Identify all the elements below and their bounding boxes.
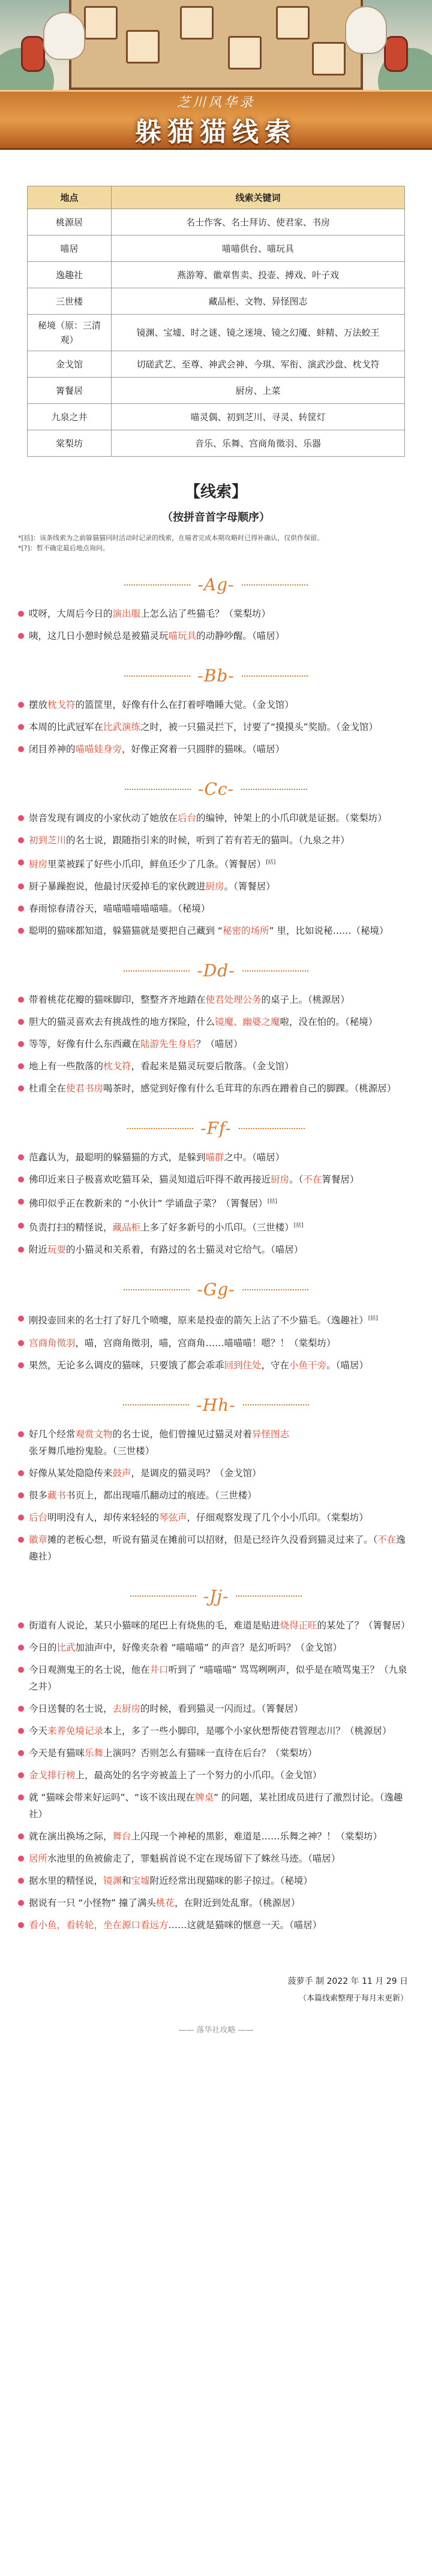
clue-highlight: 厨房 — [29, 859, 48, 870]
clue-item — [18, 1723, 414, 1739]
lantern-illustration — [384, 36, 408, 72]
clue-highlight: 金戈排行榜 — [29, 1769, 76, 1781]
table-row — [28, 378, 405, 404]
clue-text: 杜甫全在 — [29, 1083, 67, 1094]
table-row — [28, 315, 405, 351]
clue-text: ，喵，宫商角徵羽，喵，宫商角……喵喵喵！嗯？！（棠梨坊） — [75, 1337, 336, 1349]
table-row — [28, 288, 405, 315]
bullet-dot-icon — [18, 1922, 24, 1928]
clue-text: 的桌子上。（桃源居） — [261, 994, 350, 1006]
clue-text: 据水里的精怪说， — [29, 1875, 104, 1886]
clue-text: 。（箐餐居） — [224, 881, 275, 892]
clue-item — [18, 832, 414, 849]
clue-text: 据说有一只 “小怪物” 撞了满头 — [29, 1897, 156, 1908]
clue-highlight: 回到住处 — [224, 1359, 262, 1371]
clue-item — [18, 1872, 414, 1889]
clue-highlight: 观赏文物 — [75, 1428, 113, 1440]
clue-text: 今日的 — [29, 1642, 57, 1653]
bullet-dot-icon — [18, 1667, 24, 1673]
clue-text: 水池里的鱼被偷走了，罪魁祸首说不定在现场留下了蛛丝马迹。（喵居） — [47, 1853, 341, 1864]
clue-text: 今天是有猫咪 — [29, 1747, 85, 1758]
clue-item — [18, 1531, 414, 1565]
clue-highlight: 枕戈符 — [47, 699, 76, 710]
clue-item — [18, 1426, 414, 1459]
bullet-dot-icon — [18, 837, 24, 843]
clue-highlight: 井口 — [149, 1664, 169, 1675]
clue-highlight: 镜魔、幽婆之魔 — [215, 1016, 280, 1028]
clue-highlight: 使君处理公务 — [205, 994, 262, 1006]
clue-highlight: 陆游先生身后 — [140, 1039, 197, 1050]
clue-text: 喝茶时，感觉到好像有什么毛茸茸的东西在蹭着自己的脚踝。（桃源居） — [103, 1083, 397, 1094]
table-row — [28, 209, 405, 236]
bullet-dot-icon — [18, 611, 24, 617]
lantern-illustration — [21, 36, 45, 72]
clue-highlight: 看小鱼，看转轮，坐在源口看远方 — [29, 1919, 169, 1931]
clue-item — [18, 1617, 414, 1634]
clue-item — [18, 1357, 414, 1374]
bullet-dot-icon — [18, 702, 24, 708]
clue-item — [18, 1487, 414, 1504]
dotted-divider — [242, 584, 308, 586]
clue-footnote-mark: [括] — [266, 859, 276, 865]
clue-item — [18, 719, 414, 735]
bullet-dot-icon — [18, 1362, 24, 1368]
letter-label: -Ag- — [197, 575, 235, 595]
bullet-dot-icon — [18, 746, 24, 752]
clue-item — [18, 878, 414, 895]
clue-highlight: 不在 — [377, 1534, 397, 1545]
clue-text: ，在附近到处乱窜。（桃源居） — [174, 1897, 301, 1908]
clue-item — [18, 628, 414, 644]
clue-item — [18, 810, 414, 827]
clue-text: 范鑫认为，最聪明的躲猫猫的方式，是躲到 — [29, 1152, 206, 1163]
clue-item — [18, 1171, 414, 1188]
clue-text: 好几个经常 — [29, 1428, 76, 1440]
table-row — [28, 351, 405, 378]
clue-groups — [0, 575, 432, 1933]
clue-text: ” 里，比如说秘……（秘境） — [269, 925, 389, 937]
clue-text: 的篮筐里，好像有什么在打着呼噜睡大觉。（金戈馆） — [75, 699, 294, 710]
clue-item — [18, 1013, 414, 1030]
clue-item — [18, 1509, 414, 1526]
clue-item — [18, 1058, 414, 1075]
clue-highlight: 比武 — [56, 1642, 76, 1653]
table-row — [28, 430, 405, 457]
clue-highlight: 宝墟 — [131, 1875, 150, 1886]
clue-highlight: 后台 — [29, 1512, 48, 1523]
clue-text: 街道有人说论，某只小猫咪的尾巴上有烧焦的毛，难道是贴进 — [29, 1619, 280, 1631]
clue-highlight: 喵群 — [205, 1152, 224, 1163]
clue-item — [18, 1745, 414, 1761]
table-cell-keywords: 音乐、乐舞、宫商角徵羽、乐器 — [112, 430, 405, 457]
letter-heading — [18, 961, 414, 981]
letter-heading — [18, 1586, 414, 1606]
clue-text: 地上有一些散落的 — [29, 1061, 104, 1072]
clue-text: 和 — [122, 1875, 131, 1886]
clue-highlight: 厨房 — [271, 1174, 290, 1186]
clue-highlight: 藏书 — [47, 1489, 67, 1501]
table-cell-location: 箐餐居 — [28, 378, 112, 404]
letter-label: -Jj- — [203, 1586, 229, 1606]
location-table-wrap — [0, 150, 432, 457]
clue-text: 上闪现一个神秘的黑影，难道是……乐舞之神？！（棠梨坊） — [131, 1830, 383, 1842]
bullet-dot-icon — [18, 1645, 24, 1651]
clue-text: 。（ — [289, 1174, 304, 1186]
clue-item — [18, 1310, 414, 1329]
bullet-dot-icon — [18, 1085, 24, 1091]
clue-item — [18, 1895, 414, 1911]
note-line: *[括]：该条线索为之前躲猫猫同时活动时记录的线索，在喵者完成本期攻略时已得补确认，仅供作保留。 — [18, 534, 324, 542]
clue-text: 啦，没在怕的。（秘境） — [280, 1016, 378, 1028]
bullet-dot-icon — [18, 859, 24, 865]
bullet-dot-icon — [18, 815, 24, 821]
table-cell-keywords: 喵灵偶、初到芝川、寻灵、转筐灯 — [112, 404, 405, 430]
footer-note: （本篇线索整理于每月末更新） — [298, 1993, 408, 2003]
bullet-dot-icon — [18, 1199, 24, 1205]
clue-item — [18, 1036, 414, 1052]
clue-highlight: 后台 — [178, 813, 197, 824]
clue-item — [18, 991, 414, 1008]
table-cell-location: 棠梨坊 — [28, 430, 112, 457]
clue-highlight: 使君书房 — [66, 1083, 104, 1094]
clue-item — [18, 900, 414, 917]
bullet-dot-icon — [18, 1706, 24, 1712]
clue-highlight: 厨房 — [205, 881, 224, 892]
clue-text: 很多 — [29, 1489, 48, 1501]
bullet-dot-icon — [18, 1041, 24, 1047]
clue-text: 今天 — [29, 1725, 48, 1736]
dotted-divider — [243, 1404, 309, 1405]
clue-text: 的时候，看到猫灵一闪而过。（箐餐居） — [140, 1703, 304, 1714]
letter-label: -Hh- — [196, 1395, 236, 1415]
letter-heading — [18, 1395, 414, 1415]
clue-text: 果然，无论多么调皮的猫咪，只要饿了都会乖乖 — [29, 1359, 224, 1371]
clue-highlight: 舞台 — [112, 1830, 131, 1842]
shelf-cell — [276, 6, 310, 40]
clue-text: 的名士说，他们曾撞见过猫灵对着 — [112, 1428, 253, 1440]
clue-highlight: 鼓声 — [112, 1467, 131, 1479]
clue-text: 胆大的猫灵喜欢去有挑战性的地方探险，什么 — [29, 1016, 215, 1028]
clue-text: 哎呀，大周后今日的 — [29, 608, 113, 619]
clue-text: 的某处了？（箐餐居） — [317, 1619, 410, 1631]
clue-item — [18, 1700, 414, 1717]
dotted-divider — [123, 1404, 189, 1405]
dotted-divider — [124, 584, 190, 586]
clue-highlight: 藏品柜 — [112, 1222, 141, 1233]
clue-highlight: 演出服 — [112, 608, 141, 619]
clue-item — [18, 1193, 414, 1212]
clue-text: 就 “猫咪会带来好运吗”、“该不该出现在 — [29, 1791, 196, 1803]
clue-highlight: 比武演练 — [103, 722, 141, 732]
clues-heading: 【线索】 — [184, 483, 247, 501]
bullet-dot-icon — [18, 1794, 24, 1800]
bullet-dot-icon — [18, 1223, 24, 1229]
letter-heading — [18, 666, 414, 686]
bullet-dot-icon — [18, 633, 24, 639]
footer-signature: 菠萝手 制 2022 年 11 月 29 日 — [287, 1976, 408, 1986]
clue-text: 明明没有人，却传来轻轻的 — [47, 1512, 160, 1523]
note-line: *[?]：暂不确定最后地点询问。 — [18, 544, 109, 552]
clue-item — [18, 1917, 414, 1933]
clue-item — [18, 1661, 414, 1695]
clue-text: 聪明的猫咪都知道，躲猫猫就是要把自己藏到 “ — [29, 925, 223, 937]
clue-text: 负责打扫的精怪说， — [29, 1222, 113, 1233]
table-cell-location: 喵居 — [28, 236, 112, 262]
clue-highlight: 乐舞 — [85, 1747, 104, 1758]
clue-highlight: 徽章 — [29, 1534, 48, 1545]
banner — [0, 0, 432, 150]
clue-text: 箐餐居） — [322, 1174, 359, 1186]
clue-item — [18, 1789, 414, 1823]
clue-text: 佛印近来日子极喜欢吃猫耳朵，猫灵知道后吓得不敢再接近 — [29, 1174, 271, 1186]
footer-end: —— 落华社攻略 —— — [178, 2025, 254, 2035]
table-cell-location: 三世楼 — [28, 288, 112, 315]
clue-text: ，好像正窝着一只圆胖的猫咪。（喵居） — [122, 744, 285, 755]
clue-item — [18, 1217, 414, 1236]
clue-text: 的小猫灵和关系着，有路过的名士猫灵对它给气。（喵居） — [66, 1244, 304, 1256]
bullet-dot-icon — [18, 1750, 24, 1756]
bullet-dot-icon — [18, 1431, 24, 1437]
letter-label: -Ff- — [200, 1118, 232, 1139]
bullet-dot-icon — [18, 1537, 24, 1543]
table-cell-keywords: 镜渊、宝墟、时之谜、镜之迷境、镜之幻魇、蚌精、万法蛟王 — [112, 315, 405, 351]
dotted-divider — [125, 789, 191, 790]
bullet-dot-icon — [18, 883, 24, 889]
bullet-dot-icon — [18, 1878, 24, 1884]
clue-text: ” 的问题，某社团成员进行了激烈讨论。（逸趣社） — [29, 1791, 403, 1820]
clue-text: 带着桃花花瓣的猫咪脚印，整整齐齐地踏在 — [29, 994, 206, 1006]
bullet-dot-icon — [18, 928, 24, 934]
clue-text: 逸趣社） — [29, 1534, 406, 1562]
clue-highlight: 不在 — [303, 1174, 322, 1186]
clue-footnote-mark: [括] — [293, 1223, 304, 1229]
clue-highlight: 异怪图志 — [252, 1428, 290, 1440]
bullet-dot-icon — [18, 1340, 24, 1346]
clue-text: 上演吗？否则怎么有猫咪一直待在后台？（棠梨坊） — [103, 1747, 317, 1758]
clue-item — [18, 1767, 414, 1784]
clue-item — [18, 1149, 414, 1166]
banner-title: 躲猫猫线索 — [135, 117, 297, 147]
clue-text: 。（喵居） — [326, 1359, 368, 1371]
bullet-dot-icon — [18, 906, 24, 912]
bullet-dot-icon — [18, 1622, 24, 1628]
bullet-dot-icon — [18, 1833, 24, 1839]
clue-highlight: 烧得正旺 — [280, 1619, 317, 1631]
clue-highlight: 去厨房 — [112, 1703, 141, 1714]
clue-highlight: 居所 — [29, 1853, 48, 1864]
clue-text: 上多了好多新号的小爪印。（三世楼） — [140, 1222, 294, 1233]
dotted-divider — [124, 1289, 190, 1290]
dotted-divider — [130, 1595, 196, 1597]
letter-label: -Bb- — [197, 666, 235, 686]
dotted-divider — [242, 1289, 308, 1290]
table-row — [28, 236, 405, 262]
dotted-divider — [242, 970, 308, 972]
clue-text: 的名士说，跟随指引来的时候，听到了若有若无的猫叫。（九泉之井） — [66, 835, 350, 846]
location-table — [27, 186, 405, 457]
cat-illustration — [345, 6, 387, 54]
shelf-cell — [228, 36, 262, 70]
clue-item — [18, 1465, 414, 1482]
table-row — [28, 404, 405, 430]
clue-text: 摊的老板心想，听说有猫灵在摊前可以招财，但是已经许久没看到猫灵过来了。（ — [47, 1534, 378, 1545]
bullet-dot-icon — [18, 1470, 24, 1476]
table-cell-keywords: 燕游筹、徽章售卖、投壶、搏戏、叶子戏 — [112, 262, 405, 288]
clue-item — [18, 1080, 414, 1097]
clue-highlight: 初到芝川 — [29, 835, 67, 846]
clue-text: 摆放 — [29, 699, 48, 710]
table-cell-keywords: 藏品柜、文物、异怪图志 — [112, 288, 405, 315]
letter-label: -Gg- — [197, 1280, 235, 1300]
bullet-dot-icon — [18, 1900, 24, 1906]
letter-heading — [18, 575, 414, 595]
clue-text: 的动静吵醒。（喵居） — [196, 631, 285, 641]
clue-item — [18, 696, 414, 713]
dotted-divider — [124, 970, 190, 972]
clue-highlight: 来养免境记录 — [47, 1725, 104, 1736]
bullet-dot-icon — [18, 1772, 24, 1778]
bullet-dot-icon — [18, 1063, 24, 1069]
table-cell-location: 逸趣社 — [28, 262, 112, 288]
shelf-cell — [84, 6, 118, 40]
clue-highlight: 宫商角徵羽 — [29, 1337, 76, 1349]
clues-subheading: （按拼音首字母顺序） — [162, 511, 270, 524]
letter-heading — [18, 779, 414, 799]
clue-text: ，是调皮的猫灵吗？（金戈馆） — [131, 1467, 262, 1479]
table-cell-location: 桃源居 — [28, 209, 112, 236]
clue-highlight: 镜渊 — [103, 1875, 122, 1886]
table-cell-location: 九泉之井 — [28, 404, 112, 430]
bullet-dot-icon — [18, 1492, 24, 1498]
dotted-divider — [239, 1128, 305, 1129]
table-cell-keywords: 切磋武艺、至尊、神武会神、今琪、军衔、演武沙盘、枕戈符 — [112, 351, 405, 378]
bullet-dot-icon — [18, 1316, 24, 1322]
shelf-cell — [180, 6, 214, 40]
clue-text: 加油声中，好像夹杂着 “喵喵喵” 的声音？是幻听吗？（金戈馆） — [75, 1642, 342, 1653]
clue-highlight: 桃花 — [155, 1897, 175, 1908]
bullet-dot-icon — [18, 1154, 24, 1160]
clue-highlight: 琴弦声 — [159, 1512, 187, 1523]
table-cell-location: 秘境（原：三清观） — [28, 315, 112, 351]
clue-text: 附近经常出现猫咪的影子掠过。（秘境） — [149, 1875, 313, 1886]
shelf-cell — [312, 42, 346, 76]
clue-text: ？（喵居） — [196, 1039, 243, 1050]
clue-text: 书页上，都出现喵爪翻动过的痕迹。（三世楼） — [66, 1489, 257, 1501]
clue-highlight: 枕戈符 — [103, 1061, 131, 1072]
clue-highlight: 玩耍 — [47, 1244, 67, 1256]
clue-text: 好像从某处隐隐传来 — [29, 1467, 113, 1479]
clue-highlight: 牌桌 — [195, 1791, 214, 1803]
clue-item — [18, 741, 414, 758]
bullet-dot-icon — [18, 1247, 24, 1253]
clue-text: 本上，多了一些小脚印，是哪个小家伙想帮使君管理志川？（桃源居） — [103, 1725, 392, 1736]
dotted-divider — [127, 1128, 193, 1129]
clue-text: 佛印似乎正在教新来的 “小伙计” 学诵盘子菜？（箐餐居） — [29, 1198, 268, 1209]
clue-highlight: 秘密的场所 — [222, 925, 269, 937]
clue-text: 附近 — [29, 1244, 48, 1256]
bullet-dot-icon — [18, 1019, 24, 1025]
clue-text: 今日观测鬼王的名士说，他在 — [29, 1664, 150, 1675]
clue-text: 听到了 “喵喵喵” 骂骂咧咧声，似乎是在喷骂鬼王？（九泉之井） — [29, 1664, 407, 1692]
clue-highlight: 喵喵娃身旁 — [75, 744, 122, 755]
table-header-keywords: 线索关键词 — [112, 186, 405, 209]
clue-item — [18, 1828, 414, 1845]
clue-text: 上怎么沾了些猫毛？（棠梨坊） — [140, 608, 271, 619]
bullet-dot-icon — [18, 1515, 24, 1521]
clue-text: 咦，这几日小憩时候总是被猫灵玩 — [29, 631, 169, 641]
clue-text: 里菜被踩了好些小爪印，鲜鱼还少了几条。（箐餐居） — [47, 859, 266, 870]
clue-text: ……这就是猫咪的惬意一天。（喵居） — [168, 1919, 322, 1931]
bullet-dot-icon — [18, 1177, 24, 1183]
bullet-dot-icon — [18, 1856, 24, 1862]
table-body — [28, 209, 405, 457]
clue-item — [18, 1241, 414, 1258]
clue-item — [18, 605, 414, 622]
clue-text: ，看起来是猫灵玩耍后散落。（金戈馆） — [131, 1061, 294, 1072]
clue-footnote-mark: [括] — [368, 1316, 378, 1322]
bullet-dot-icon — [18, 997, 24, 1003]
bullet-dot-icon — [18, 1728, 24, 1734]
clue-item — [18, 854, 414, 873]
clue-footnote-mark: [括] — [267, 1199, 277, 1205]
clue-text: 等等，好像有什么东西藏在 — [29, 1039, 141, 1050]
clues-notes — [0, 524, 432, 553]
table-cell-keywords: 喵喵供台、喵玩具 — [112, 236, 405, 262]
clue-text: 就在演出换场之际， — [29, 1830, 113, 1842]
dotted-divider — [124, 675, 190, 677]
clue-text: 厨子暴躁抱说，他最讨厌爱掉毛的家伙踱进 — [29, 881, 206, 892]
bullet-dot-icon — [18, 724, 24, 730]
clue-highlight: 喵玩具 — [168, 631, 197, 641]
clue-item — [18, 1335, 414, 1352]
clue-text: 春雨惊春清谷天，喵喵喵喵喵喵喵。（秘境） — [29, 903, 211, 915]
table-cell-keywords: 厨房、上菜 — [112, 378, 405, 404]
table-cell-location: 金戈馆 — [28, 351, 112, 378]
clue-item — [18, 1850, 414, 1867]
letter-label: -Dd- — [197, 961, 235, 981]
clue-text: ，守在 — [261, 1359, 290, 1371]
dotted-divider — [241, 789, 307, 790]
banner-subtitle: 芝川风华录 — [176, 95, 255, 110]
clue-item — [18, 1639, 414, 1656]
dotted-divider — [242, 675, 308, 677]
clue-text: 的编钟，钟架上的小爪印就是证据。（棠梨坊） — [196, 813, 387, 824]
table-header-row — [28, 186, 405, 209]
clue-text: ，仔细观察发现了几个小小爪印。（棠梨坊） — [187, 1512, 368, 1523]
cat-illustration — [43, 12, 85, 60]
letter-heading — [18, 1280, 414, 1299]
clue-text: 之中。（喵居） — [224, 1152, 285, 1163]
clue-text: 张牙舞爪地扮鬼脸。（三世楼） — [29, 1445, 155, 1456]
letter-label: -Cc- — [197, 779, 235, 799]
clue-text: 刚投壶回来的名士打了好几个喷嚏，原来是投壶的箭矢上沾了不少猫毛。（逸趣社） — [29, 1315, 368, 1326]
dotted-divider — [236, 1595, 302, 1597]
clue-highlight: 小鱼干旁 — [289, 1359, 327, 1371]
clue-item — [18, 922, 414, 939]
table-cell-keywords: 名士作客、名士拜访、使君家、书房 — [112, 209, 405, 236]
table-header-location: 地点 — [28, 186, 112, 209]
clue-text: 今日送餐的名士说， — [29, 1703, 113, 1714]
clue-text: 闭目养神的 — [29, 744, 76, 755]
shelf-cell — [126, 30, 160, 64]
table-row — [28, 262, 405, 288]
clue-text: 上，最高处的名字旁被盖上了一个努力的小爪印。（金戈馆） — [75, 1769, 322, 1781]
clue-text: 之时，被一只猫灵拦下，讨要了“摸摸头”奖励。（金戈馆） — [140, 722, 378, 732]
clue-text: 本周的比武冠军在 — [29, 722, 104, 732]
clue-text: 崇音发现有调皮的小家伙动了她放在 — [29, 813, 178, 824]
letter-heading — [18, 1118, 414, 1138]
